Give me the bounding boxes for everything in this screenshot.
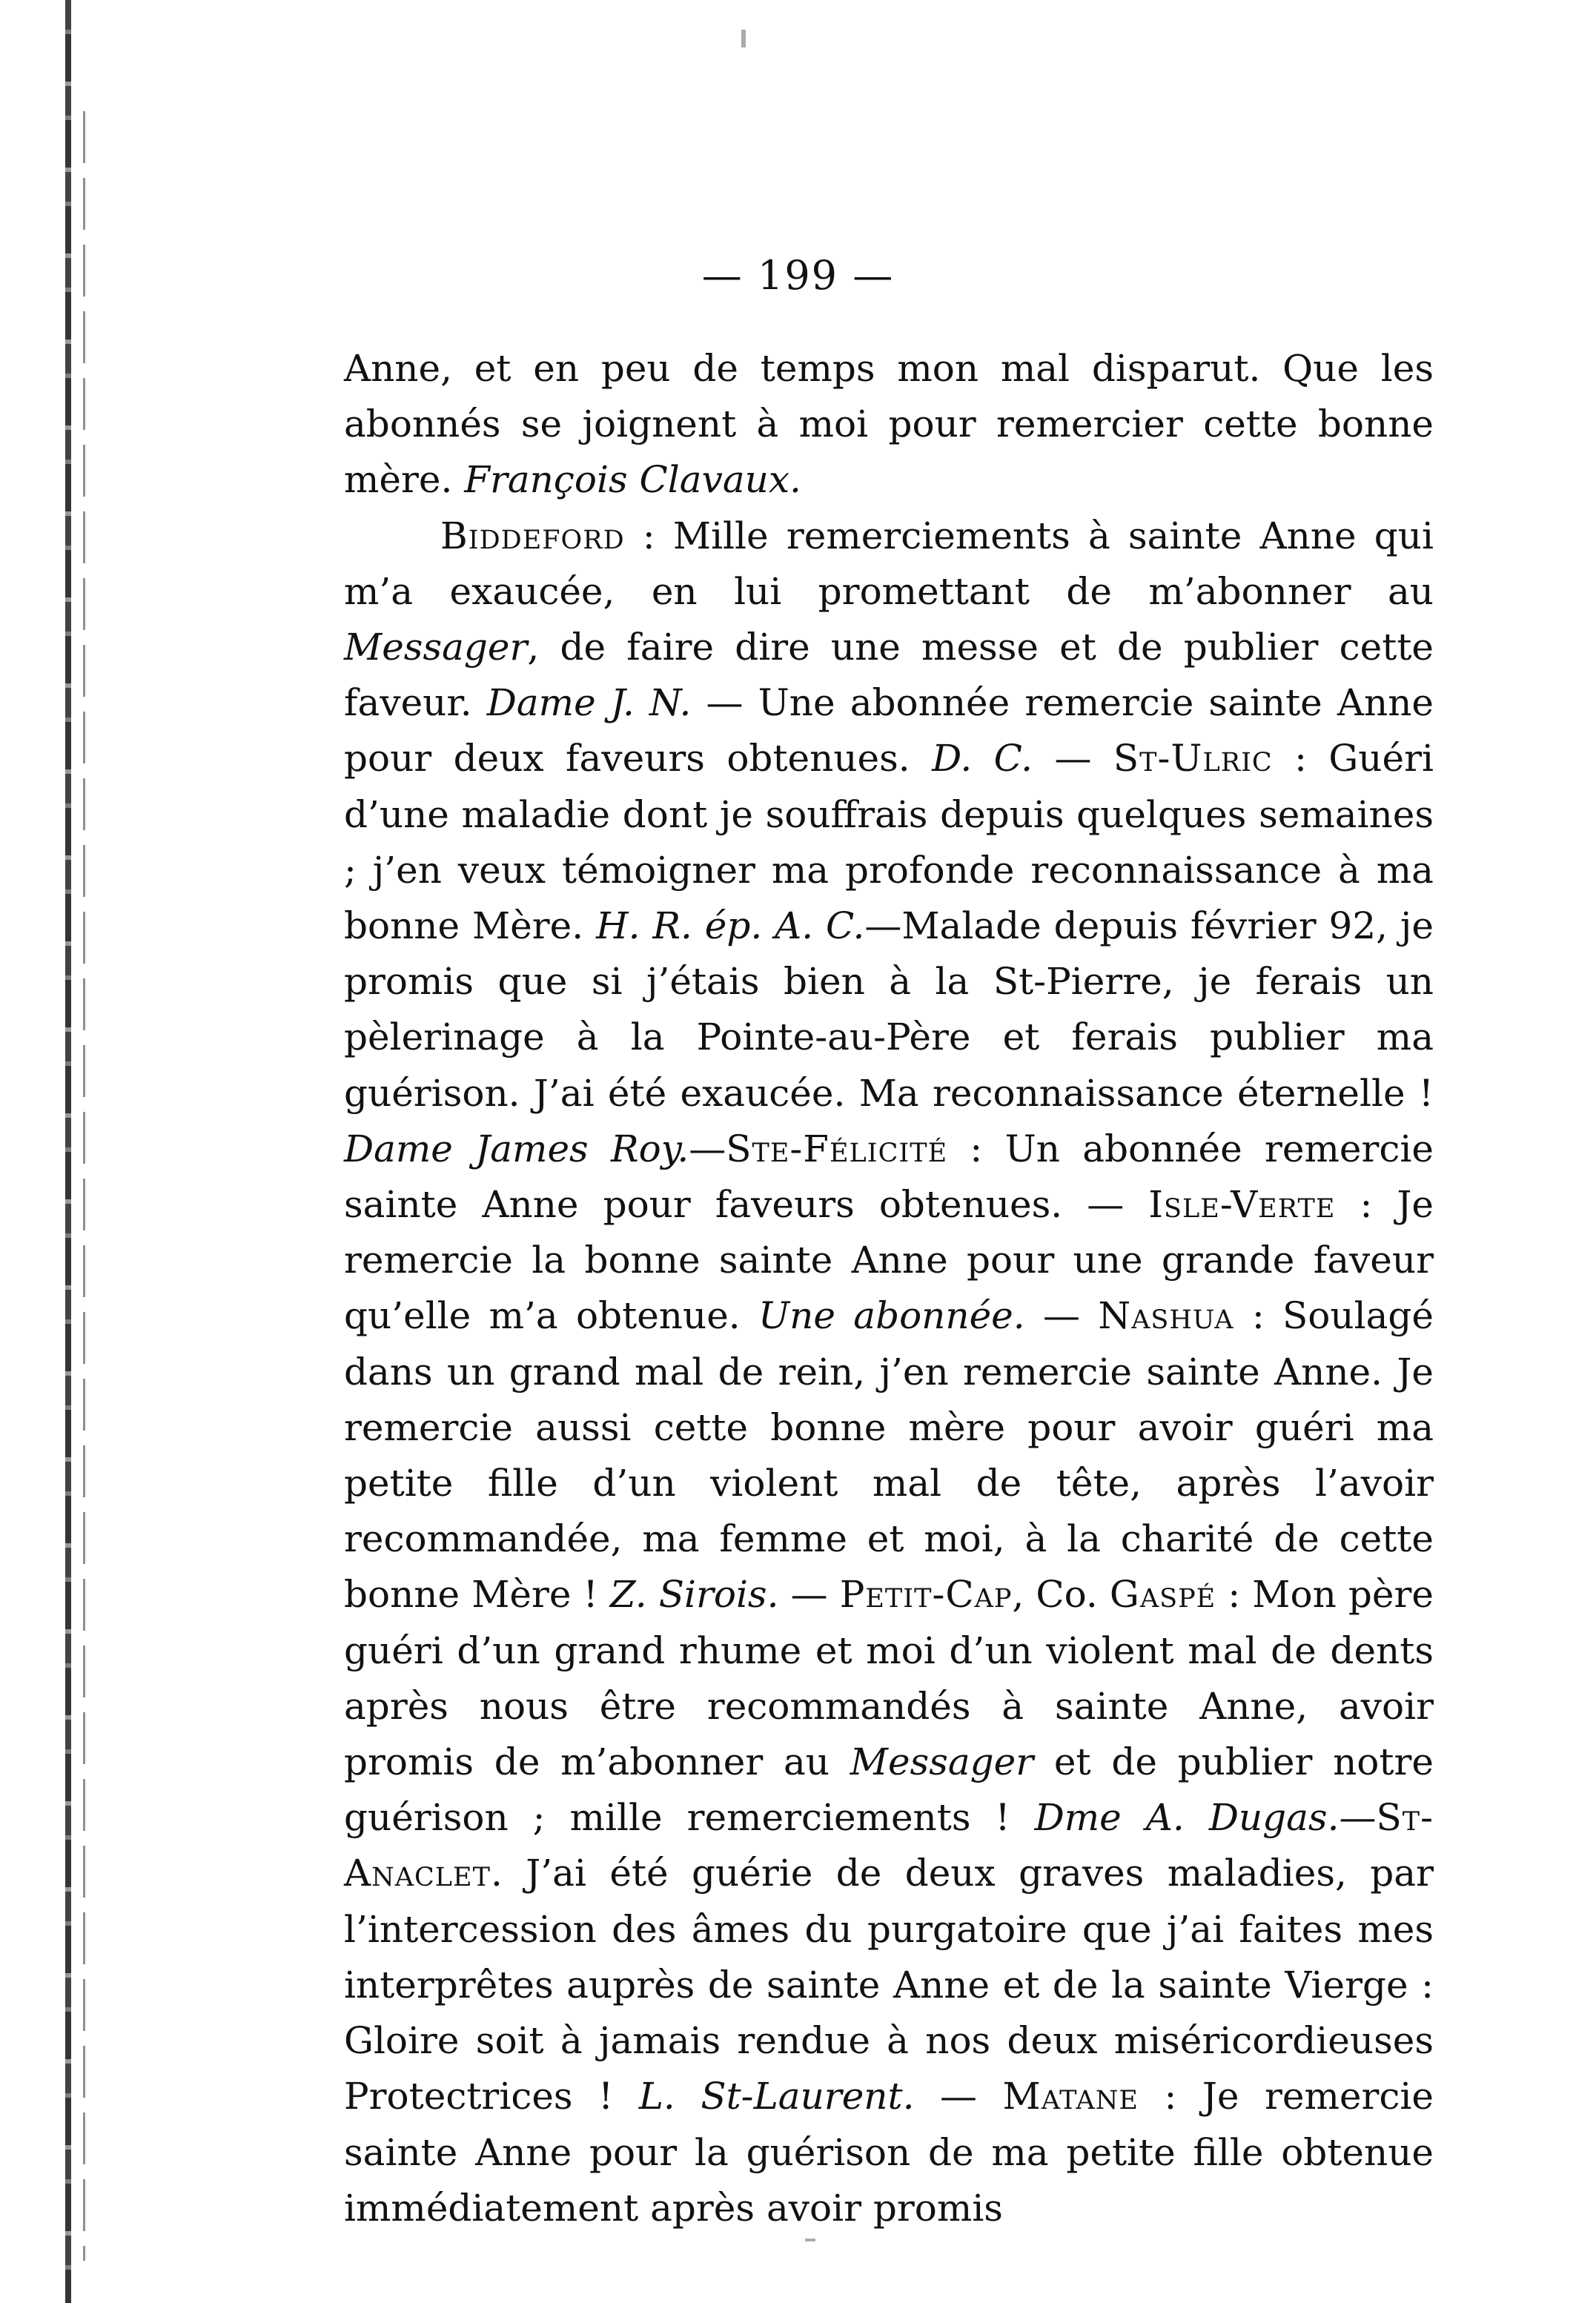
text-run: : Un abonnée remercie sainte Anne pour faveurs obtenues. — bbox=[344, 1127, 1434, 1227]
text-run: — Une abonnée remercie sainte Anne pour deux faveurs obtenues. bbox=[344, 681, 1434, 781]
place-name: Ste-Félicité bbox=[726, 1127, 948, 1170]
page-number: — 199 — bbox=[701, 252, 895, 299]
text-run: : Je remercie la bonne sainte Anne pour une grande faveur qu’elle m’a obtenue. bbox=[344, 1183, 1434, 1338]
italic-text: Messager bbox=[344, 626, 528, 669]
italic-text: Z. Sirois. bbox=[609, 1573, 779, 1617]
text-run: — bbox=[1339, 1796, 1377, 1840]
place-name: St-Anaclet bbox=[344, 1796, 1434, 1895]
paragraph bbox=[344, 341, 1434, 508]
italic-text: Dame James Roy. bbox=[344, 1127, 689, 1170]
place-name: Nashua bbox=[1098, 1294, 1234, 1338]
italic-text: Dme A. Dugas. bbox=[1034, 1796, 1340, 1840]
body-text bbox=[344, 341, 1434, 2236]
text-run: . J’ai été guérie de deux graves maladies, par l’intercession des âmes du purgatoire que j’ai faites mes interprêtes auprès de sainte Anne et de la sainte Vierge : Gloire soit à jamais rendue à nos deux miséricordieuses Protectrices ! bbox=[344, 1852, 1434, 2118]
text-run: , Co. bbox=[1012, 1573, 1110, 1617]
italic-text: D. C. bbox=[932, 737, 1033, 781]
binding-edge bbox=[65, 0, 71, 2303]
text-run: : Je remercie sainte Anne pour la guérison de ma petite fille obtenue immédiatement après avoir promis bbox=[344, 2075, 1434, 2230]
binding-shadow bbox=[83, 111, 85, 2261]
text-run: — bbox=[1033, 737, 1113, 781]
place-name: Biddeford bbox=[440, 514, 625, 557]
place-name: Gaspé bbox=[1109, 1573, 1216, 1617]
place-name: Matane bbox=[1002, 2075, 1139, 2118]
place-name: St-Ulric bbox=[1113, 737, 1273, 781]
place-name: Petit-Cap bbox=[839, 1573, 1013, 1617]
text-run: : Soulagé dans un grand mal de rein, j’en remercie sainte Anne. Je remercie aussi cette bonne mère pour avoir guéri ma petite fille d’un violent mal de tête, après l’avoir recommandée, ma femme et moi, à la charité de cette bonne Mère ! bbox=[344, 1294, 1434, 1617]
text-run: — bbox=[1024, 1294, 1099, 1338]
paragraph bbox=[344, 508, 1434, 2236]
italic-text: Une abonnée. bbox=[758, 1294, 1025, 1338]
italic-text: Messager bbox=[850, 1740, 1034, 1784]
text-run: : Guéri d’une maladie dont je souffrais depuis quelques semaines ; j’en veux témoigner ma profonde reconnaissance à ma bonne Mère. bbox=[344, 737, 1434, 948]
italic-text: Dame J. N. bbox=[486, 681, 692, 725]
text-run: — bbox=[778, 1573, 840, 1617]
italic-text: L. St-Laurent. bbox=[638, 2075, 915, 2118]
text-run: et de publier notre guérison ; mille remerciements ! bbox=[344, 1740, 1434, 1840]
text-run: : Mon père guéri d’un grand rhume et moi d’un violent mal de dents après nous être recommandés à sainte Anne, avoir promis de m’abonner au bbox=[344, 1573, 1434, 1784]
italic-text: H. R. ép. A. C. bbox=[596, 904, 865, 948]
text-run: — bbox=[689, 1127, 726, 1170]
print-speck bbox=[805, 2239, 815, 2241]
text-run: —Malade depuis février 92, je promis que si j’étais bien à la St-Pierre, je ferais un pèlerinage à la Pointe-au-Père et ferais publier ma guérison. J’ai été exaucée. Ma reconnaissance éternelle ! bbox=[344, 904, 1434, 1115]
italic-text: François Clavaux. bbox=[464, 458, 801, 502]
text-run: : Mille remerciements à sainte Anne qui m’a exaucée, en lui promettant de m’abonner au bbox=[344, 514, 1434, 613]
place-name: Isle-Verte bbox=[1148, 1183, 1336, 1227]
print-speck bbox=[741, 30, 746, 47]
text-run: — bbox=[914, 2075, 1003, 2118]
text-run: Anne, et en peu de temps mon mal disparut. Que les abonnés se joignent à moi pour remercier cette bonne mère. bbox=[344, 347, 1434, 502]
text-run: , de faire dire une messe et de publier cette faveur. bbox=[344, 626, 1434, 725]
